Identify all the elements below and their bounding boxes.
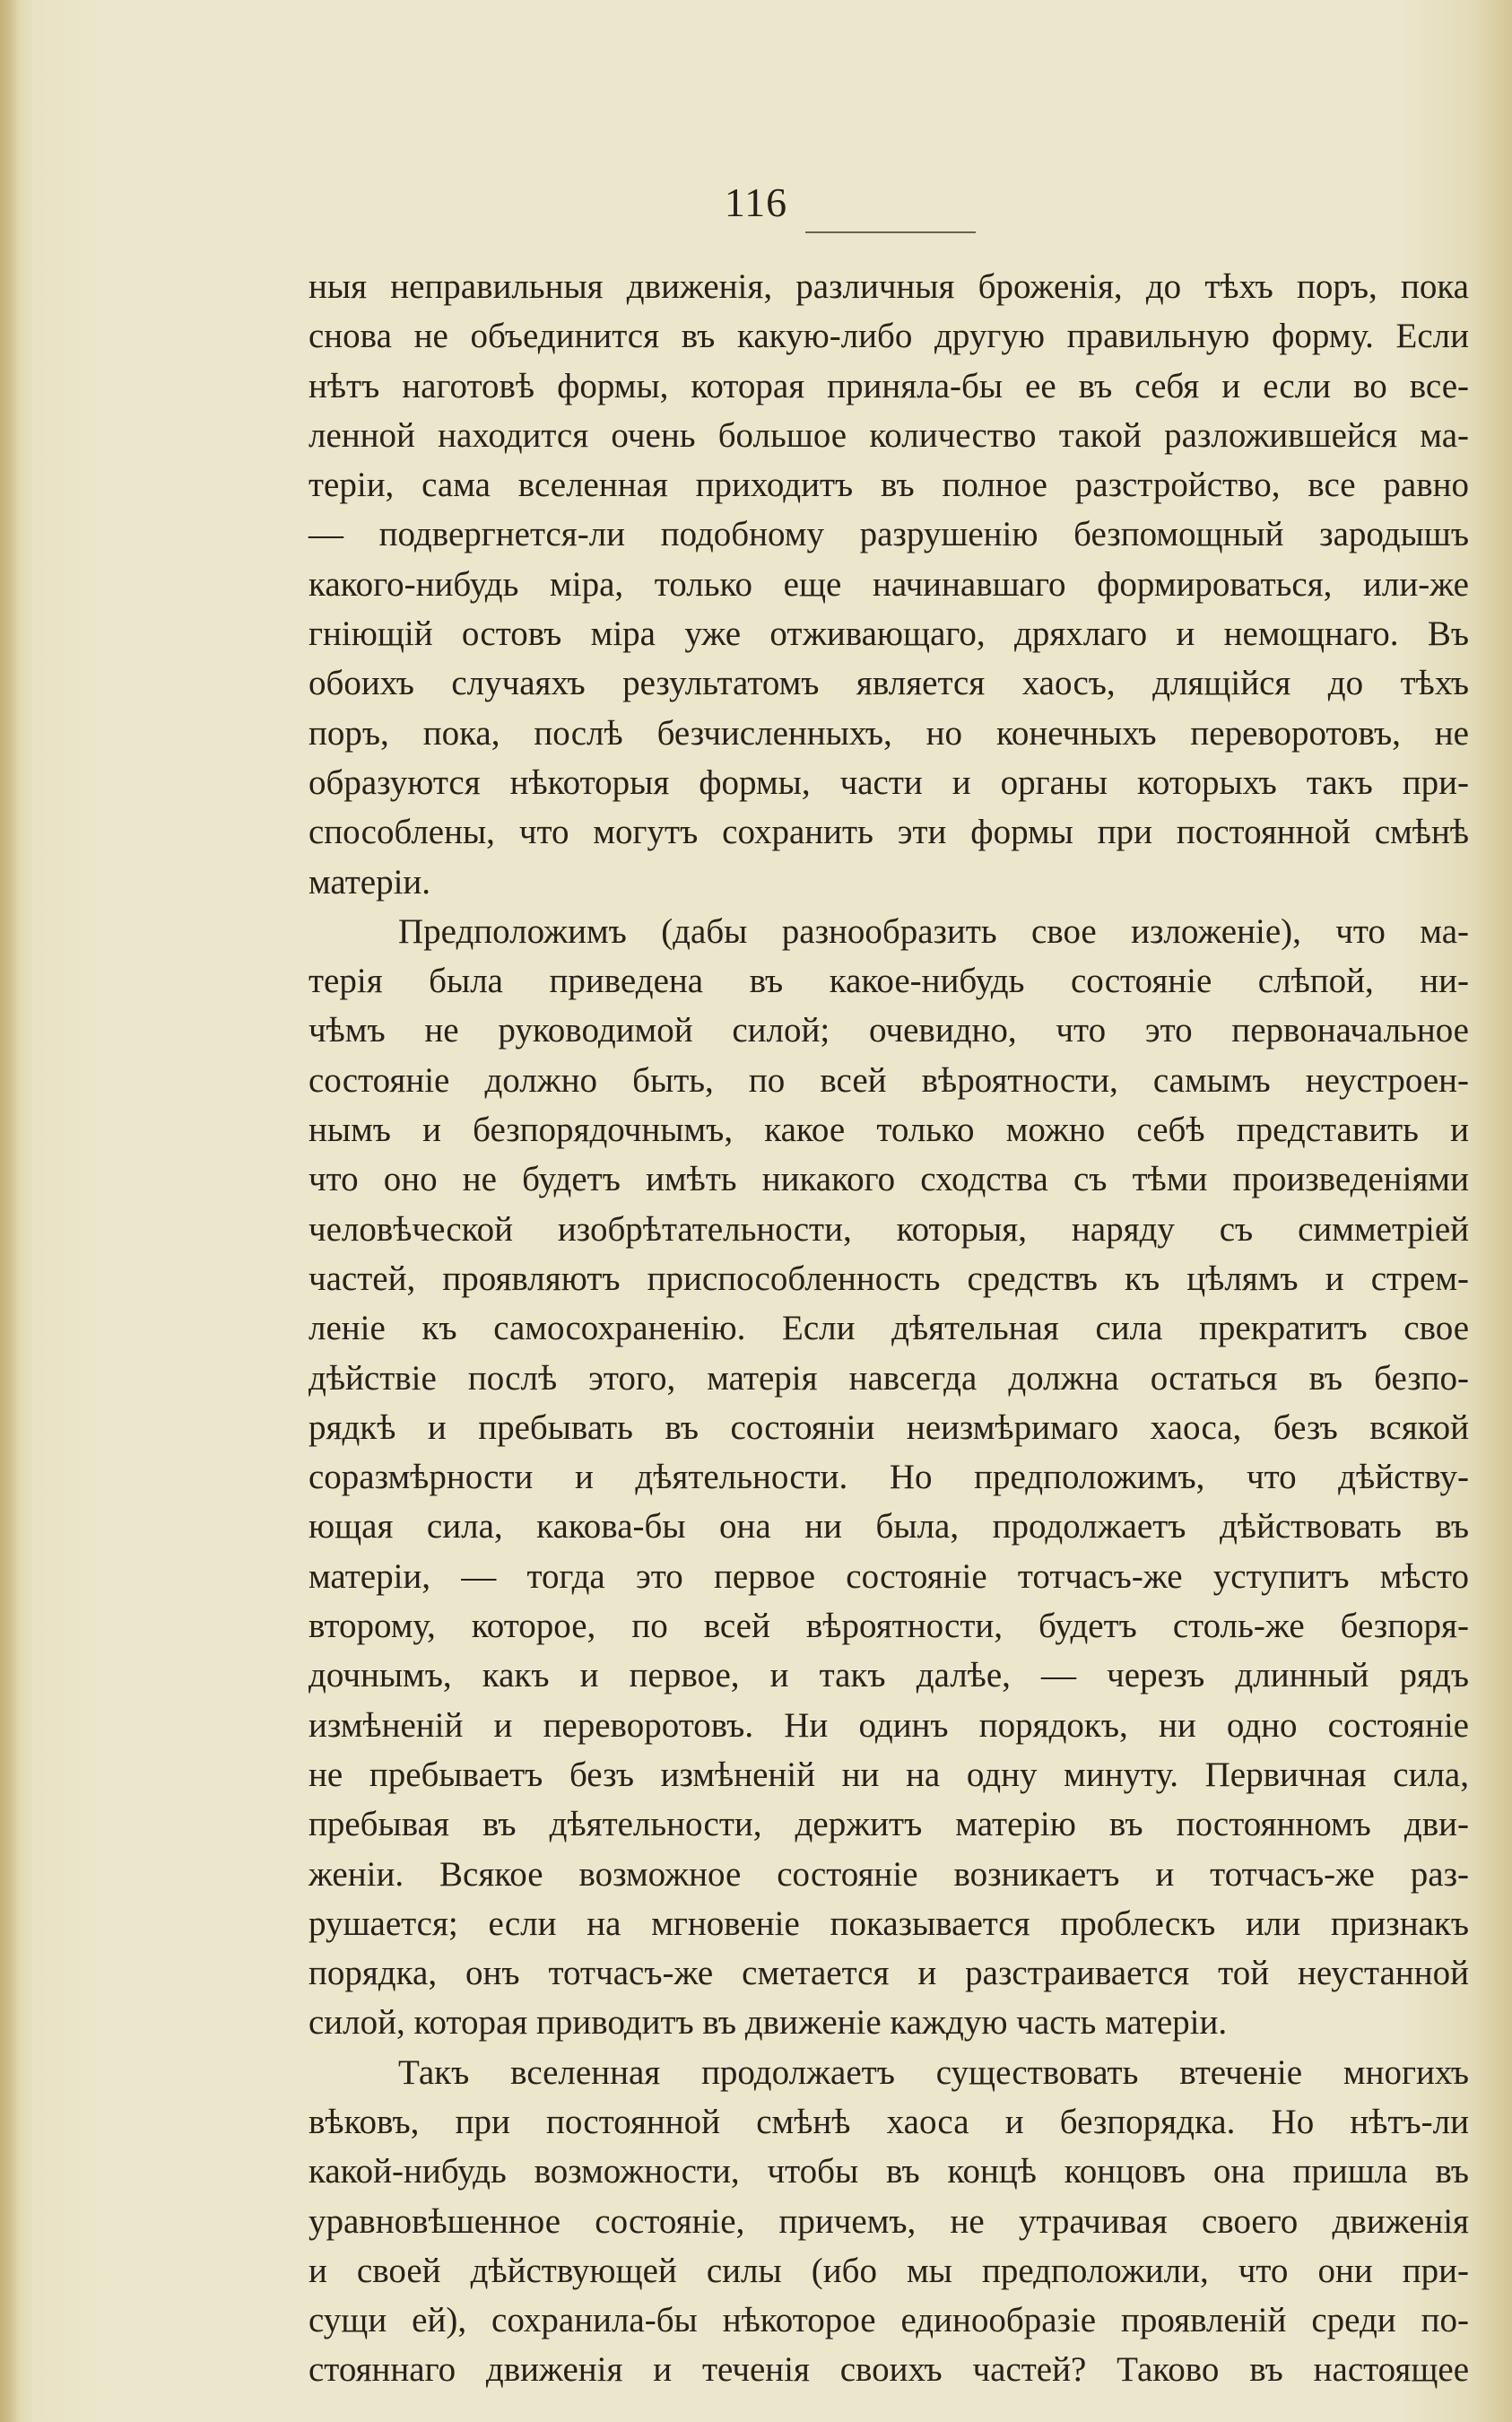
text-line: ющая сила, какова-бы она ни была, продолжаетъ дѣйствовать въ xyxy=(308,1507,1469,1546)
paragraph xyxy=(308,2048,1469,2395)
text-line: порядка, онъ тотчасъ-же сметается и разстраивается той неустанной xyxy=(308,1954,1469,1993)
text-line: теріи, сама вселенная приходитъ въ полное разстройство, все равно xyxy=(308,466,1469,505)
page-number: 116 xyxy=(724,179,788,225)
text-line: чѣмъ не руководимой силой; очевидно, что это первоначальное xyxy=(308,1011,1469,1050)
text-line: какой-нибудь возможности, чтобы въ концѣ концовъ она пришла въ xyxy=(308,2152,1469,2191)
text-line: вѣковъ, при постоянной смѣнѣ хаоса и безпорядка. Но нѣтъ-ли xyxy=(308,2102,1469,2141)
text-line: что оно не будетъ имѣть никакого сходства съ тѣми произведеніями xyxy=(308,1160,1469,1199)
text-line: нѣтъ наготовѣ формы, которая приняла-бы ее въ себя и если во все- xyxy=(308,366,1469,405)
text-line: Предположимъ (дабы разнообразить свое изложеніе), что ма- xyxy=(398,911,1469,951)
paragraph xyxy=(308,262,1469,907)
paragraph xyxy=(308,907,1469,2048)
text-line: Такъ вселенная продолжаетъ существовать втеченіе многихъ xyxy=(398,2052,1469,2092)
page-binding-shadow xyxy=(0,0,20,2422)
text-line: измѣненій и переворотовъ. Ни одинъ порядокъ, ни одно состояніе xyxy=(308,1705,1469,1745)
text-line: женіи. Всякое возможное состояніе возникаетъ и тотчасъ-же раз- xyxy=(308,1854,1469,1894)
text-line: стояннаго движенія и теченія своихъ частей? Таково въ настоящее xyxy=(308,2350,1469,2390)
text-line: частей, проявляютъ приспособленность средствъ къ цѣлямъ и стрем- xyxy=(308,1259,1469,1298)
text-line: терія была приведена въ какое-нибудь состояніе слѣпой, ни- xyxy=(308,962,1469,1001)
text-line: рядкѣ и пребывать въ состояніи неизмѣримаго хаоса, безъ всякой xyxy=(308,1407,1469,1447)
text-line: сущи ей), сохранила-бы нѣкоторое единообразіе проявленій среди по- xyxy=(308,2301,1469,2340)
text-line: состояніе должно быть, по всей вѣроятности, самымъ неустроен- xyxy=(308,1060,1469,1100)
text-line: соразмѣрности и дѣятельности. Но предположимъ, что дѣйству- xyxy=(308,1458,1469,1497)
text-line: способлены, что могутъ сохранить эти формы при постоянной смѣнѣ xyxy=(308,813,1469,852)
text-line: обоихъ случаяхъ результатомъ является хаосъ, длящійся до тѣхъ xyxy=(308,664,1469,703)
text-line: матеріи, — тогда это первое состояніе тотчасъ-же уступитъ мѣсто xyxy=(308,1556,1469,1596)
text-line: какого-нибудь міра, только еще начинавшаго формироваться, или-же xyxy=(308,564,1469,604)
text-line: дѣйствіе послѣ этого, матерія навсегда должна остаться въ безпо- xyxy=(308,1358,1469,1398)
text-line: дочнымъ, какъ и первое, и такъ далѣе, — черезъ длинный рядъ xyxy=(308,1656,1469,1695)
text-line: уравновѣшенное состояніе, причемъ, не утрачивая своего движенія xyxy=(308,2201,1469,2241)
text-line: — подвергнется-ли подобному разрушенію безпомощный зародышъ xyxy=(308,515,1469,554)
text-line: образуются нѣкоторыя формы, части и органы которыхъ такъ при- xyxy=(308,762,1469,802)
text-line: матеріи. xyxy=(308,862,431,902)
text-line: ныя неправильныя движенія, различныя броженія, до тѣхъ поръ, пока xyxy=(308,267,1469,306)
text-line: снова не объединится въ какую-либо другую правильную форму. Если xyxy=(308,317,1469,356)
body-text xyxy=(308,262,1469,2395)
text-line: силой, которая приводитъ въ движеніе каждую часть матеріи. xyxy=(308,2003,1228,2043)
text-line: пребывая въ дѣятельности, держитъ матерію въ постоянномъ дви- xyxy=(308,1805,1469,1844)
text-line: поръ, пока, послѣ безчисленныхъ, но конечныхъ переворотовъ, не xyxy=(308,713,1469,753)
text-line: рушается; если на мгновеніе показывается проблескъ или признакъ xyxy=(308,1904,1469,1943)
text-line: второму, которое, по всей вѣроятности, будетъ столь-же безпоря- xyxy=(308,1607,1469,1646)
page-number-rule xyxy=(805,231,976,233)
text-line: гніющій остовъ міра уже отживающаго, дряхлаго и немощнаго. Въ xyxy=(308,614,1469,654)
text-line: не пребываетъ безъ измѣненій ни на одну минуту. Первичная сила, xyxy=(308,1755,1469,1794)
text-line: леніе къ самосохраненію. Если дѣятельная сила прекратитъ свое xyxy=(308,1309,1469,1348)
text-line: ленной находится очень большое количество такой разложившейся ма- xyxy=(308,415,1469,455)
text-line: нымъ и безпорядочнымъ, какое только можно себѣ представить и xyxy=(308,1111,1469,1150)
text-line: и своей дѣйствующей силы (ибо мы предположили, что они при- xyxy=(308,2251,1469,2290)
text-line: человѣческой изобрѣтательности, которыя, наряду съ симметріей xyxy=(308,1209,1469,1249)
